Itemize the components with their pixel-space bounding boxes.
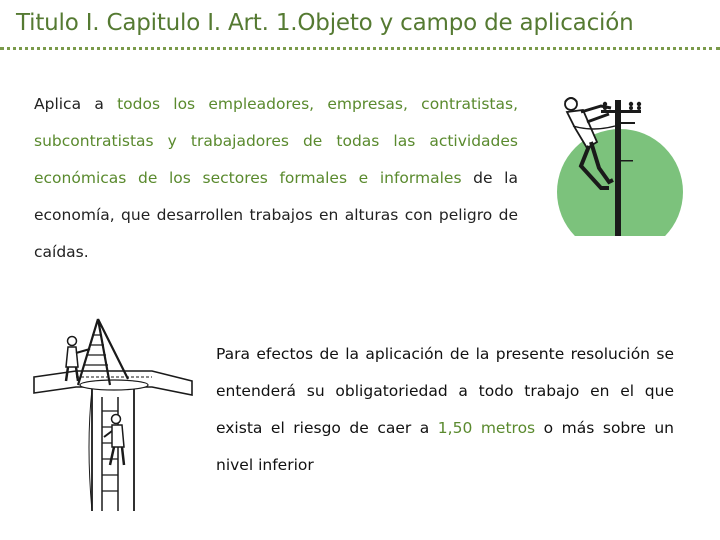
scope-lead-text: Aplica a xyxy=(34,95,118,113)
scope-highlight-text: todos los empleadores, empresas, contratistas, subcontratistas y trabajadores de todas las actividades económicas de los sectores formales e informales xyxy=(34,95,518,187)
height-highlight-text: 1,50 metros xyxy=(437,419,536,437)
slide-title: Titulo I. Capitulo I. Art. 1.Objeto y campo de aplicación xyxy=(16,10,634,36)
lineman-pole-icon xyxy=(553,92,687,238)
title-divider xyxy=(0,47,720,50)
definition-paragraph xyxy=(216,336,674,484)
scope-tail-text: de la economía, que desarrollen trabajos en alturas con peligro de caídas. xyxy=(34,169,518,261)
definition-tail-text: o más sobre un nivel inferior xyxy=(216,419,674,474)
scope-paragraph xyxy=(34,86,518,271)
definition-lead-text: Para efectos de la aplicación de la presente resolución se entenderá su obligatoriedad a todo trabajo en el que exista el riesgo de caer a xyxy=(216,345,674,437)
ladder-hole-icon xyxy=(32,315,194,515)
